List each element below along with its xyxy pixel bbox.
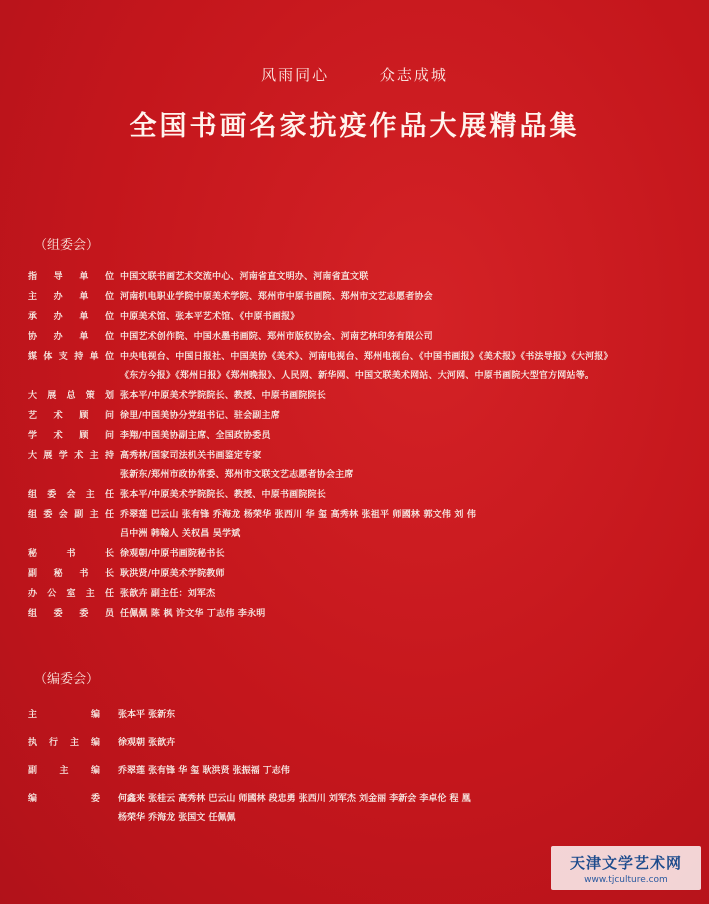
role-label: 大展总策划 [28,391,114,401]
member-line: 徐里/中国美协分党组书记、驻会副主席 [120,411,280,421]
committee-row [28,794,688,832]
role-members [120,352,698,382]
committee-row [28,510,698,540]
member-line: 中央电视台、中国日报社、中国美协《美术》、河南电视台、郑州电视台、《中国书画报》《美术报》《书法导报》《大河报》 [120,352,613,362]
committee-row [28,411,698,422]
member-line: 李翔/中国美协副主席、全国政协委员 [120,431,271,441]
member-line: 《东方今报》《郑州日报》《郑州晚报》、人民网、新华网、中国文联美术网站、大河网、中原书画院大型官方网站等。 [120,371,595,381]
member-line: 徐观朝 张歆卉 [118,738,176,748]
role-members [120,490,698,501]
slogan-right: 众志成城 [379,66,448,84]
committee-row [28,569,698,580]
role-label: 执行主编 [28,738,100,748]
role-members [120,589,698,600]
member-line: 张歆卉 副主任：刘军杰 [120,589,216,599]
committee-row [28,352,698,382]
member-line: 张新东/郑州市政协常委、郑州市文联文艺志愿者协会主席 [120,470,354,480]
role-members [118,766,290,785]
member-line: 河南机电职业学院中原美术学院、郑州市中原书画院、郑州市文艺志愿者协会 [120,292,433,302]
role-label: 大展学术主持 [28,451,114,461]
role-members [120,292,698,303]
member-line: 乔翠莲 巴云山 张有锋 乔海龙 杨荣华 张西川 华 玺 高秀林 张祖平 师國林 郭文伟 刘 伟 [120,510,477,520]
committee-row [28,549,698,560]
role-members [120,549,698,560]
role-members [120,451,698,481]
role-members [118,738,175,757]
role-label: 学术顾问 [28,431,114,441]
member-line: 任佩佩 陈 枫 许文华 丁志伟 李永明 [120,609,266,619]
watermark-name: 天津文学艺术网 [569,853,682,872]
role-label: 组委会主任 [28,490,114,500]
role-label: 艺术顾问 [28,411,114,421]
member-line: 高秀林/国家司法机关书画鉴定专家 [120,451,262,461]
committee-row [28,589,698,600]
role-label: 编委 [28,794,100,804]
role-members [118,794,471,832]
member-line: 杨荣华 乔海龙 张国文 任佩佩 [118,813,236,823]
committee-row [28,490,698,501]
slogan-left: 风雨同心 [261,66,330,84]
role-label: 协办单位 [28,332,114,342]
role-label: 副秘书长 [28,569,114,579]
role-label: 办公室主任 [28,589,114,599]
committee-row [28,312,698,323]
committee-row [28,766,688,785]
role-members [120,510,698,540]
member-line: 吕中洲 韩翰人 关权昌 吴学斌 [120,529,241,539]
role-label: 指导单位 [28,272,114,282]
committee-row [28,272,698,283]
member-line: 徐观朝/中原书画院秘书长 [120,549,225,559]
member-line: 中国文联书画艺术交流中心、河南省直文明办、河南省直文联 [120,272,369,282]
role-members [118,710,175,729]
role-label: 秘书长 [28,549,114,559]
committee-row [28,451,698,481]
role-members [120,312,698,323]
role-label: 组委委员 [28,609,114,619]
member-line: 张本平 张新东 [118,710,176,720]
role-label: 组委会副主任 [28,510,114,520]
committee-row [28,710,688,729]
editorial-committee-heading: （编委会） [34,672,100,687]
member-line: 张本平/中原美术学院院长、教授、中原书画院院长 [120,490,326,500]
member-line: 中原美术馆、张本平艺术馆、《中原书画报》 [120,312,300,322]
committee-row [28,391,698,402]
committee-row [28,332,698,343]
role-members [120,272,698,283]
role-members [120,411,698,422]
role-label: 媒体支持单位 [28,352,114,362]
role-label: 副主编 [28,766,100,776]
role-members [120,431,698,442]
member-line: 张本平/中原美术学院院长、教授、中原书画院院长 [120,391,326,401]
member-line: 中国艺术创作院、中国水墨书画院、郑州市版权协会、河南艺林印务有限公司 [120,332,433,342]
role-members [120,569,698,580]
role-members [120,332,698,343]
committee-row [28,738,688,757]
role-members [120,609,698,620]
page-title: 全国书画名家抗疫作品大展精品集 [129,111,580,142]
committee-row [28,609,698,620]
slogan [0,64,709,85]
role-label: 主编 [28,710,100,720]
member-line: 何鑫来 张桂云 高秀林 巴云山 师國林 段忠勇 张西川 刘军杰 刘金丽 李新会 李卓伦 程 凰 [118,794,471,804]
organizing-committee-heading: （组委会） [34,238,100,253]
member-line: 耿洪贤/中原美术学院教师 [120,569,225,579]
organizing-committee-list [28,272,698,629]
watermark-url: www.tjculture.com [584,874,668,885]
member-line: 乔翠莲 张有锋 华 玺 耿洪贤 张振福 丁志伟 [118,766,290,776]
editorial-committee-list [28,710,688,841]
role-members [120,391,698,402]
role-label: 主办单位 [28,292,114,302]
site-watermark [551,846,701,890]
role-label: 承办单位 [28,312,114,322]
committee-row [28,431,698,442]
committee-row [28,292,698,303]
